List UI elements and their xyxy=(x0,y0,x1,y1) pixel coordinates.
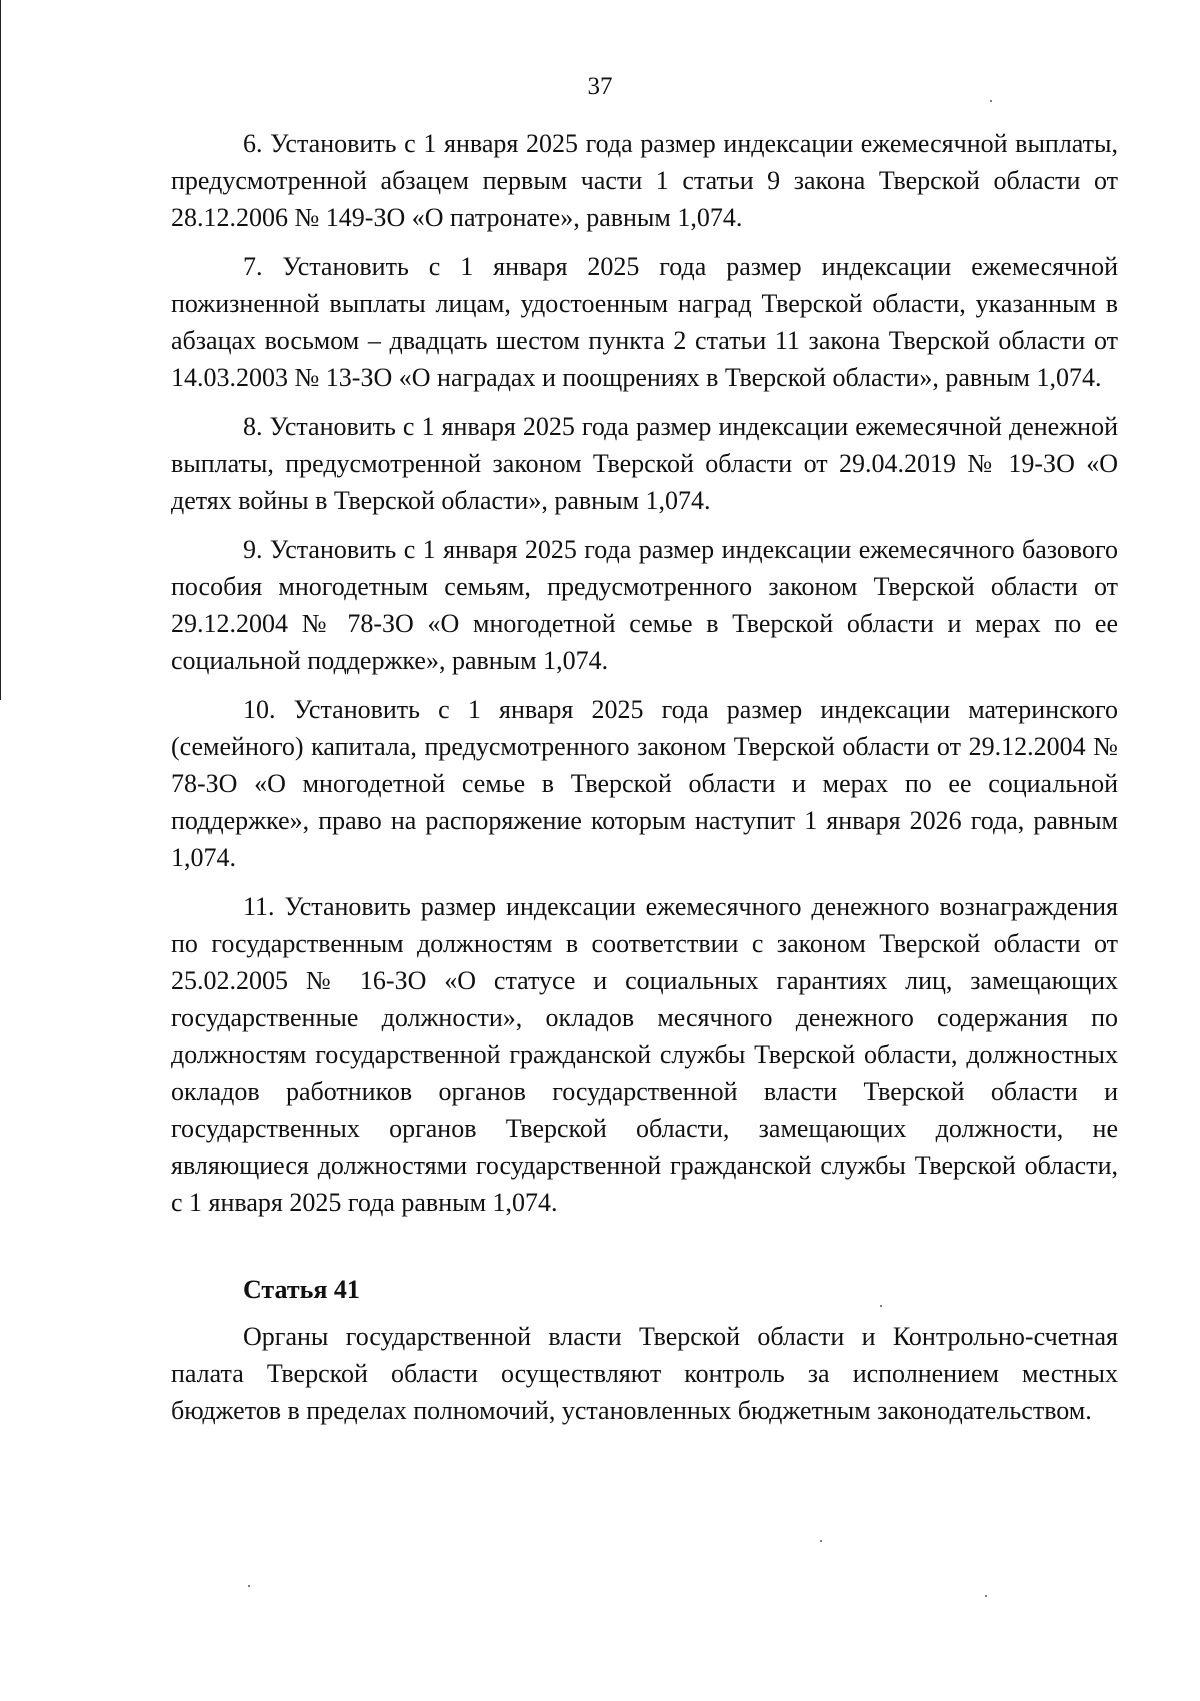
scan-speck xyxy=(248,1585,250,1587)
page-number: 37 xyxy=(587,73,613,100)
scan-speck xyxy=(990,100,992,102)
paragraph-item-6: 6. Установить с 1 января 2025 года размер индексации ежемесячной выплаты, предусмотренной абзацем первым части 1 статьи 9 закона Тверской области от 28.12.2006 № 149-ЗО «О патронате», равным 1,074. xyxy=(171,129,1118,232)
scan-speck xyxy=(820,1540,822,1542)
paragraph-item-9: 9. Установить с 1 января 2025 года размер индексации ежемесячного базового пособия многодетным семьям, предусмотренного законом Тверской области от 29.12.2004 № 78-ЗО «О многодетной семье в Тверской области и мерах по ее социальной поддержке», равным 1,074. xyxy=(171,535,1118,675)
paragraph-item-7: 7. Установить с 1 января 2025 года размер индексации ежемесячной пожизненной выплаты лицам, удостоенным наград Тверской области, указанным в абзацах восьмом – двадцать шестом пункта 2 статьи 11 закона Тверской области от 14.03.2003 № 13-ЗО «О наградах и поощрениях в Тверской области», равным 1,074. xyxy=(171,252,1118,392)
scan-speck xyxy=(880,1305,882,1307)
article-heading: Статья 41 xyxy=(243,1275,360,1304)
paragraph-item-11: 11. Установить размер индексации ежемесячного денежного вознаграждения по государственным должностям в соответствии с законом Тверской области от 25.02.2005 № 16-ЗО «О статусе и социальных гарантиях лиц, замещающих государственные должности», окладов месячного денежного содержания по должностям государственной гражданской службы Тверской области, должностных окладов работников органов государственной власти Тверской области и государственных органов Тверской области, замещающих должности, не являющиеся должностями государственной гражданской службы Тверской области, с 1 января 2025 года равным 1,074. xyxy=(171,892,1118,1217)
article-text: Органы государственной власти Тверской области и Контрольно-счетная палата Тверской области осуществляют контроль за исполнением местных бюджетов в пределах полномочий, установленных бюджетным законодательством. xyxy=(171,1322,1118,1425)
page-edge-line xyxy=(0,0,1,700)
paragraph-item-10: 10. Установить с 1 января 2025 года размер индексации материнского (семейного) капитала, предусмотренного законом Тверской области от 29.12.2004 № 78-ЗО «О многодетной семье в Тверской области и мерах по ее социальной поддержке», право на распоряжение которым наступит 1 января 2026 года, равным 1,074. xyxy=(171,695,1118,872)
scan-speck xyxy=(985,1595,987,1597)
document-body xyxy=(171,125,1118,1429)
paragraph-item-8: 8. Установить с 1 января 2025 года размер индексации ежемесячной денежной выплаты, предусмотренной законом Тверской области от 29.04.2019 № 19-ЗО «О детях войны в Тверской области», равным 1,074. xyxy=(171,412,1118,515)
